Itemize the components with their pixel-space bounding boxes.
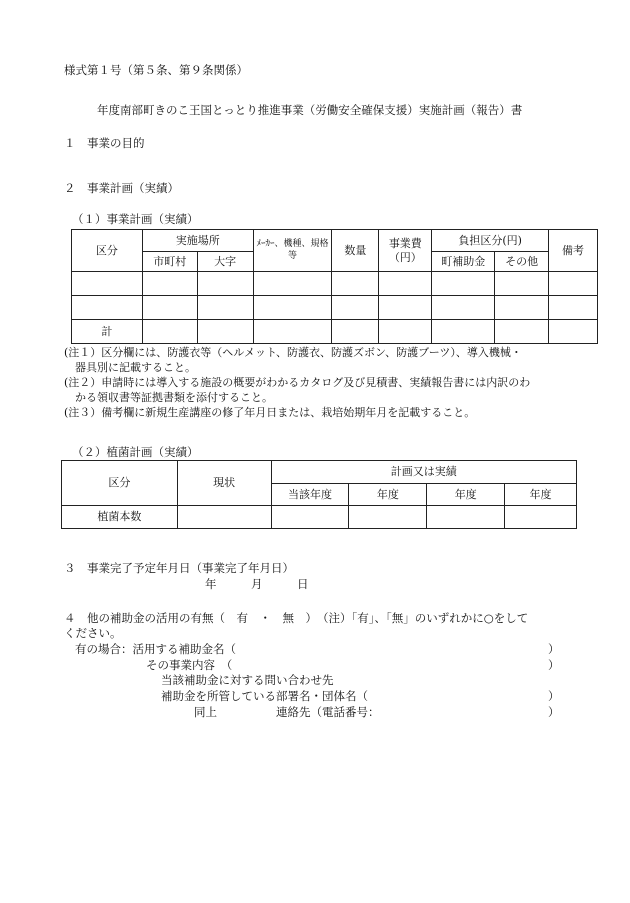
row-label: 植菌本数 xyxy=(62,506,178,529)
col-cost: 事業費（円） xyxy=(379,230,432,272)
note-2-cont: かる領収書等証拠書類を添付すること。 xyxy=(64,391,273,404)
col-kubun: 区分 xyxy=(72,230,143,272)
col-year-1: 年度 xyxy=(349,484,427,506)
col-city: 市町村 xyxy=(142,252,197,272)
total-label: 計 xyxy=(72,320,143,344)
department-close: ） xyxy=(548,689,560,703)
completion-date: 年 月 日 xyxy=(205,577,309,591)
section-4-line1: ４ 他の補助金の活用の有無（ 有 ・ 無 ） （注）「有」、「無」のいずれかに○をして xyxy=(64,611,529,625)
subsection-2-heading: （２）植菌計画（実績） xyxy=(72,445,199,459)
table-row xyxy=(72,272,598,296)
document-title: 年度南部町きのこ王国とっとり推進事業（労働安全確保支援）実施計画（報告）書 xyxy=(97,103,523,117)
subsidy-name-close: ） xyxy=(548,642,560,656)
table-row xyxy=(62,506,577,529)
col-other: その他 xyxy=(495,252,549,272)
col-maker: ﾒｰｶｰ、機種、規格等 xyxy=(253,230,332,272)
col-year-current: 当該年度 xyxy=(271,484,349,506)
note-1: (注１）区分欄には、防護衣等（ヘルメット、防護衣、防護ズボン、防護ブーツ）、導入機械・ xyxy=(64,346,522,359)
total-row xyxy=(72,320,598,344)
phone-close: ） xyxy=(548,705,560,719)
subsidy-name-label: 有の場合：活用する補助金名（ xyxy=(75,642,236,656)
section-3-heading: ３ 事業完了予定年月日（事業完了年月日） xyxy=(64,561,294,575)
note-2: (注２）申請時には導入する施設の概要がわかるカタログ及び見積書、実績報告書には内訳のわ xyxy=(64,376,531,389)
col-year-3: 年度 xyxy=(505,484,577,506)
department-label: 補助金を所管している部署名・団体名（ xyxy=(161,689,368,703)
form-number: 様式第１号（第５条、第９条関係） xyxy=(64,63,248,77)
col-place: 実施場所 xyxy=(142,230,253,252)
subsection-1-heading: （１）事業計画（実績） xyxy=(72,212,199,226)
note-1-cont: 器具別に記載すること。 xyxy=(64,361,196,374)
phone-label: 連絡先（電話番号： xyxy=(276,705,380,719)
col-year-2: 年度 xyxy=(427,484,505,506)
col-oaza: 大字 xyxy=(197,252,253,272)
project-content-label: その事業内容 （ xyxy=(146,658,233,672)
same-as-above: 同上 xyxy=(194,705,217,719)
contact-heading: 当該補助金に対する問い合わせ先 xyxy=(161,673,334,687)
project-plan-table xyxy=(71,229,598,344)
col-kubun-2: 区分 xyxy=(62,461,178,506)
col-town-subsidy: 町補助金 xyxy=(432,252,495,272)
table-row xyxy=(72,296,598,320)
col-burden: 負担区分(円) xyxy=(432,230,549,252)
project-content-close: ） xyxy=(548,658,560,672)
col-plan: 計画又は実績 xyxy=(271,461,576,484)
section-2-heading: ２ 事業計画（実績） xyxy=(64,181,179,195)
section-1-heading: １ 事業の目的 xyxy=(64,136,145,150)
col-note: 備考 xyxy=(549,230,598,272)
section-4-line2: ください。 xyxy=(64,626,122,640)
note-3: (注３）備考欄に新規生産講座の修了年月日または、栽培始期年月を記載すること。 xyxy=(64,406,476,419)
inoculation-plan-table xyxy=(61,460,577,529)
col-qty: 数量 xyxy=(332,230,379,272)
col-current: 現状 xyxy=(177,461,271,506)
